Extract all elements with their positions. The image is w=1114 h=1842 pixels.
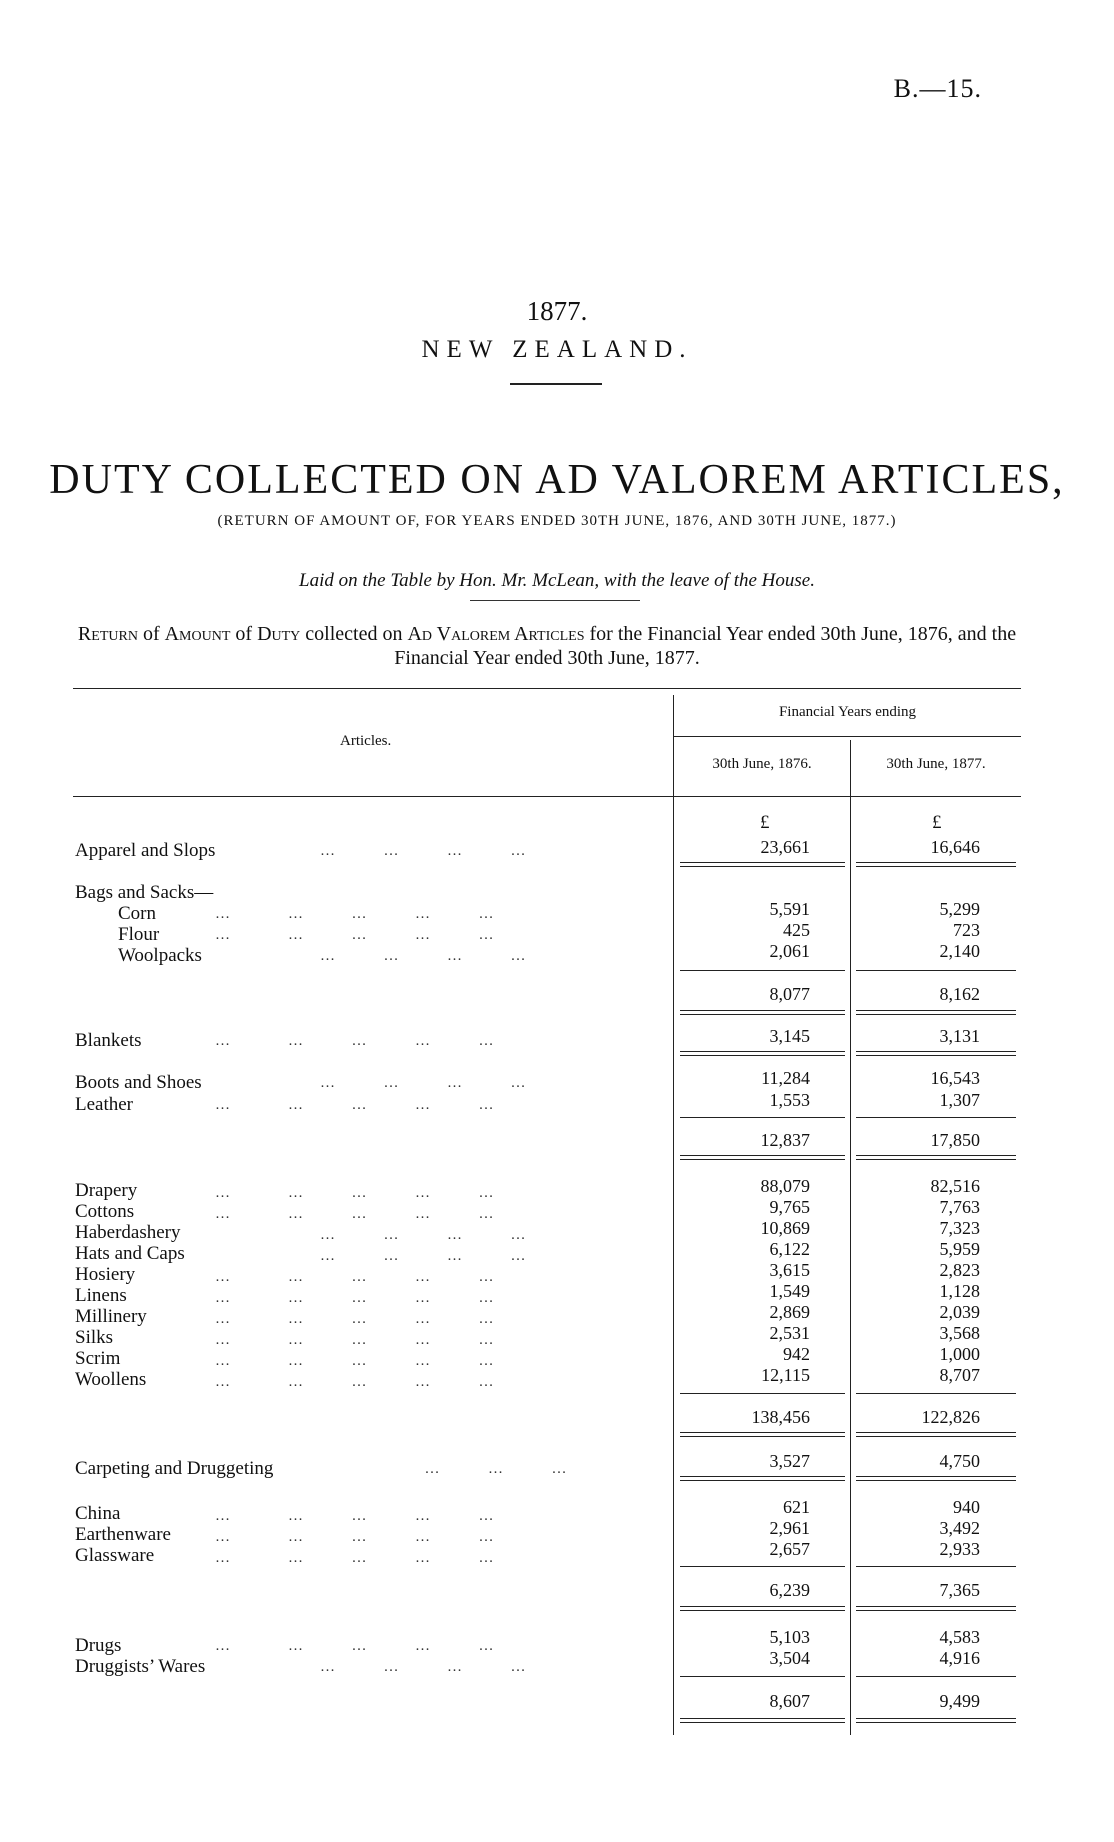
value-drugs-1877: 4,583 xyxy=(939,1627,980,1647)
subtotal-rule xyxy=(680,1117,845,1118)
subtotal-rule xyxy=(680,970,845,971)
currency-symbol-1877: £ xyxy=(932,812,942,833)
leader-dots: … … … … xyxy=(320,843,527,859)
double-rule xyxy=(680,1476,845,1481)
row-label-drugs: Drugs xyxy=(75,1635,122,1656)
intro-duty: Duty xyxy=(257,623,301,645)
leader-dots: … … … … xyxy=(320,1659,527,1675)
double-rule xyxy=(680,862,845,867)
value-corn-1876: 5,591 xyxy=(769,899,810,919)
financial-years-header: Financial Years ending xyxy=(778,704,917,720)
row-label-bags-and-sacks: Bags and Sacks— xyxy=(75,882,214,903)
double-rule xyxy=(856,1155,1016,1160)
row-label-haberdashery: Haberdashery xyxy=(75,1222,181,1243)
value-glassware-1877: 2,933 xyxy=(939,1539,980,1559)
intro-return: Return xyxy=(77,623,138,645)
intro-text-4: for the Financial Year ended 30th June, 1876, and the Financial Year ended 30th June, 1877. xyxy=(394,623,1017,669)
leader-dots: … … … … … … … … … … … … … … … … … … … … … … … … … … … … … … xyxy=(215,1269,495,1390)
value-drugs-total-1876: 8,607 xyxy=(769,1691,810,1711)
row-label-cottons: Cottons xyxy=(75,1201,135,1222)
double-rule xyxy=(680,1606,845,1611)
heading-rule xyxy=(510,383,602,385)
document-subtitle: (RETURN OF AMOUNT OF, FOR YEARS ENDED 30TH JUNE, 1876, AND 30TH JUNE, 1877.) xyxy=(217,513,897,529)
intro-ad-valorem: Ad Valorem Articles xyxy=(407,623,585,645)
value-boots-1877: 16,543 xyxy=(930,1068,980,1088)
value-earthenware-1877: 3,492 xyxy=(939,1518,980,1538)
value-apparel-1876: 23,661 xyxy=(760,837,810,857)
double-rule xyxy=(856,1476,1016,1481)
value-hosiery-1877: 2,823 xyxy=(939,1260,980,1280)
double-rule xyxy=(856,862,1016,867)
currency-symbol-1876: £ xyxy=(760,812,770,833)
value-boots-total-1876: 12,837 xyxy=(760,1130,810,1150)
subtotal-rule xyxy=(680,1393,845,1394)
table-header-bottom-rule xyxy=(73,796,1021,797)
value-druggists-1876: 3,504 xyxy=(769,1648,810,1668)
value-woolpacks-1876: 2,061 xyxy=(769,941,810,961)
value-china-1876: 621 xyxy=(783,1497,810,1517)
laid-on-table-note: Laid on the Table by Hon. Mr. McLean, with the leave of the House. xyxy=(299,570,815,591)
value-haberdashery-1877: 7,323 xyxy=(939,1218,980,1238)
value-bags-total-1877: 8,162 xyxy=(939,984,980,1004)
row-label-hats-and-caps: Hats and Caps xyxy=(75,1243,185,1264)
country-heading: NEW ZEALAND. xyxy=(421,336,693,363)
value-woolpacks-1877: 2,140 xyxy=(939,941,980,961)
value-leather-1877: 1,307 xyxy=(939,1090,980,1110)
double-rule xyxy=(680,1051,845,1056)
value-apparel-1877: 16,646 xyxy=(930,837,980,857)
leader-dots: … … … … … … … … … … xyxy=(215,1185,495,1222)
value-drapery-total-1876: 138,456 xyxy=(751,1407,810,1427)
value-scrim-1876: 942 xyxy=(783,1344,810,1364)
leader-dots: … … … xyxy=(320,1461,568,1477)
row-label-apparel: Apparel and Slops xyxy=(75,840,216,861)
row-label-glassware: Glassware xyxy=(75,1545,155,1566)
value-flour-1877: 723 xyxy=(953,920,980,940)
value-corn-1877: 5,299 xyxy=(939,899,980,919)
value-linens-1877: 1,128 xyxy=(939,1281,980,1301)
leader-dots: … … … … … xyxy=(215,1033,495,1049)
value-hats-1877: 5,959 xyxy=(939,1239,980,1259)
value-silks-1877: 3,568 xyxy=(939,1323,980,1343)
leader-dots: … … … … … xyxy=(215,1638,495,1654)
col-1877-header: 30th June, 1877. xyxy=(886,756,986,772)
row-label-linens: Linens xyxy=(75,1285,127,1306)
laid-rule xyxy=(470,600,640,601)
double-rule xyxy=(856,1606,1016,1611)
value-drapery-total-1877: 122,826 xyxy=(921,1407,980,1427)
value-silks-1876: 2,531 xyxy=(769,1323,810,1343)
value-cottons-1876: 9,765 xyxy=(769,1197,810,1217)
table-divider-years xyxy=(850,740,851,1735)
value-leather-1876: 1,553 xyxy=(769,1090,810,1110)
leader-dots: … … … … xyxy=(320,1075,527,1091)
row-label-hosiery: Hosiery xyxy=(75,1264,136,1285)
value-linens-1876: 1,549 xyxy=(769,1281,810,1301)
value-blankets-1876: 3,145 xyxy=(769,1026,810,1046)
document-reference: B.—15. xyxy=(893,74,982,103)
double-rule xyxy=(680,1010,845,1015)
value-drugs-1876: 5,103 xyxy=(769,1627,810,1647)
table-divider-articles xyxy=(673,695,674,1735)
subtotal-rule xyxy=(856,970,1016,971)
subtotal-rule xyxy=(856,1676,1016,1677)
row-label-china: China xyxy=(75,1503,121,1524)
leader-dots: … … … … … … … … … … … … … … … xyxy=(215,1508,495,1566)
subtotal-rule xyxy=(680,1566,845,1567)
value-blankets-1877: 3,131 xyxy=(939,1026,980,1046)
value-haberdashery-1876: 10,869 xyxy=(760,1218,810,1238)
subtotal-rule xyxy=(856,1117,1016,1118)
value-hosiery-1876: 3,615 xyxy=(769,1260,810,1280)
row-label-boots-and-shoes: Boots and Shoes xyxy=(75,1072,202,1093)
value-scrim-1877: 1,000 xyxy=(939,1344,980,1364)
value-china-total-1876: 6,239 xyxy=(769,1580,810,1600)
value-cottons-1877: 7,763 xyxy=(939,1197,980,1217)
row-label-woollens: Woollens xyxy=(75,1369,147,1390)
row-label-millinery: Millinery xyxy=(75,1306,147,1327)
value-boots-total-1877: 17,850 xyxy=(930,1130,980,1150)
col-1876-header: 30th June, 1876. xyxy=(712,756,812,772)
double-rule xyxy=(680,1432,845,1437)
value-boots-1876: 11,284 xyxy=(761,1068,810,1088)
row-label-scrim: Scrim xyxy=(75,1348,121,1369)
value-carpeting-1877: 4,750 xyxy=(939,1451,980,1471)
value-glassware-1876: 2,657 xyxy=(769,1539,810,1559)
value-flour-1876: 425 xyxy=(783,920,810,940)
intro-text-2: of xyxy=(230,623,258,645)
value-drapery-1876: 88,079 xyxy=(760,1176,810,1196)
value-drugs-total-1877: 9,499 xyxy=(939,1691,980,1711)
row-label-drapery: Drapery xyxy=(75,1180,138,1201)
row-label-leather: Leather xyxy=(75,1094,134,1115)
value-hats-1876: 6,122 xyxy=(769,1239,810,1259)
document-year: 1877. xyxy=(526,296,588,326)
value-woollens-1876: 12,115 xyxy=(761,1365,810,1385)
subtotal-rule xyxy=(680,1676,845,1677)
leader-dots: … … … … xyxy=(320,948,527,964)
value-bags-total-1876: 8,077 xyxy=(769,984,810,1004)
subtotal-rule xyxy=(856,1566,1016,1567)
double-rule xyxy=(856,1010,1016,1015)
intro-text-3: collected on xyxy=(300,623,408,645)
row-label-silks: Silks xyxy=(75,1327,114,1348)
value-carpeting-1876: 3,527 xyxy=(769,1451,810,1471)
years-header-rule xyxy=(674,736,1021,737)
leader-dots: … … … … … … … … xyxy=(320,1227,527,1264)
value-millinery-1877: 2,039 xyxy=(939,1302,980,1322)
value-earthenware-1876: 2,961 xyxy=(769,1518,810,1538)
leader-dots: … … … … … xyxy=(215,906,495,922)
double-rule xyxy=(680,1718,845,1723)
leader-dots: … … … … … xyxy=(215,1097,495,1113)
intro-text-1: of xyxy=(137,623,165,645)
double-rule xyxy=(856,1718,1016,1723)
value-millinery-1876: 2,869 xyxy=(769,1302,810,1322)
row-label-earthenware: Earthenware xyxy=(75,1524,171,1545)
value-china-1877: 940 xyxy=(953,1497,980,1517)
row-label-corn: Corn xyxy=(118,903,156,924)
double-rule xyxy=(856,1051,1016,1056)
intro-amount: Amount xyxy=(164,623,231,645)
value-woollens-1877: 8,707 xyxy=(939,1365,980,1385)
row-label-druggists-wares: Druggists’ Wares xyxy=(75,1656,206,1677)
value-druggists-1877: 4,916 xyxy=(939,1648,980,1668)
row-label-blankets: Blankets xyxy=(75,1030,142,1051)
row-label-carpeting: Carpeting and Druggeting xyxy=(75,1458,274,1479)
subtotal-rule xyxy=(856,1393,1016,1394)
double-rule xyxy=(856,1432,1016,1437)
return-description xyxy=(73,622,1021,670)
articles-column-header: Articles. xyxy=(340,733,392,749)
double-rule xyxy=(680,1155,845,1160)
value-china-total-1877: 7,365 xyxy=(939,1580,980,1600)
table-top-rule xyxy=(73,688,1021,689)
value-drapery-1877: 82,516 xyxy=(930,1176,980,1196)
document-title: DUTY COLLECTED ON AD VALOREM ARTICLES, xyxy=(49,457,1065,503)
row-label-woolpacks: Woolpacks xyxy=(118,945,202,966)
leader-dots: … … … … … xyxy=(215,927,495,943)
row-label-flour: Flour xyxy=(118,924,160,945)
